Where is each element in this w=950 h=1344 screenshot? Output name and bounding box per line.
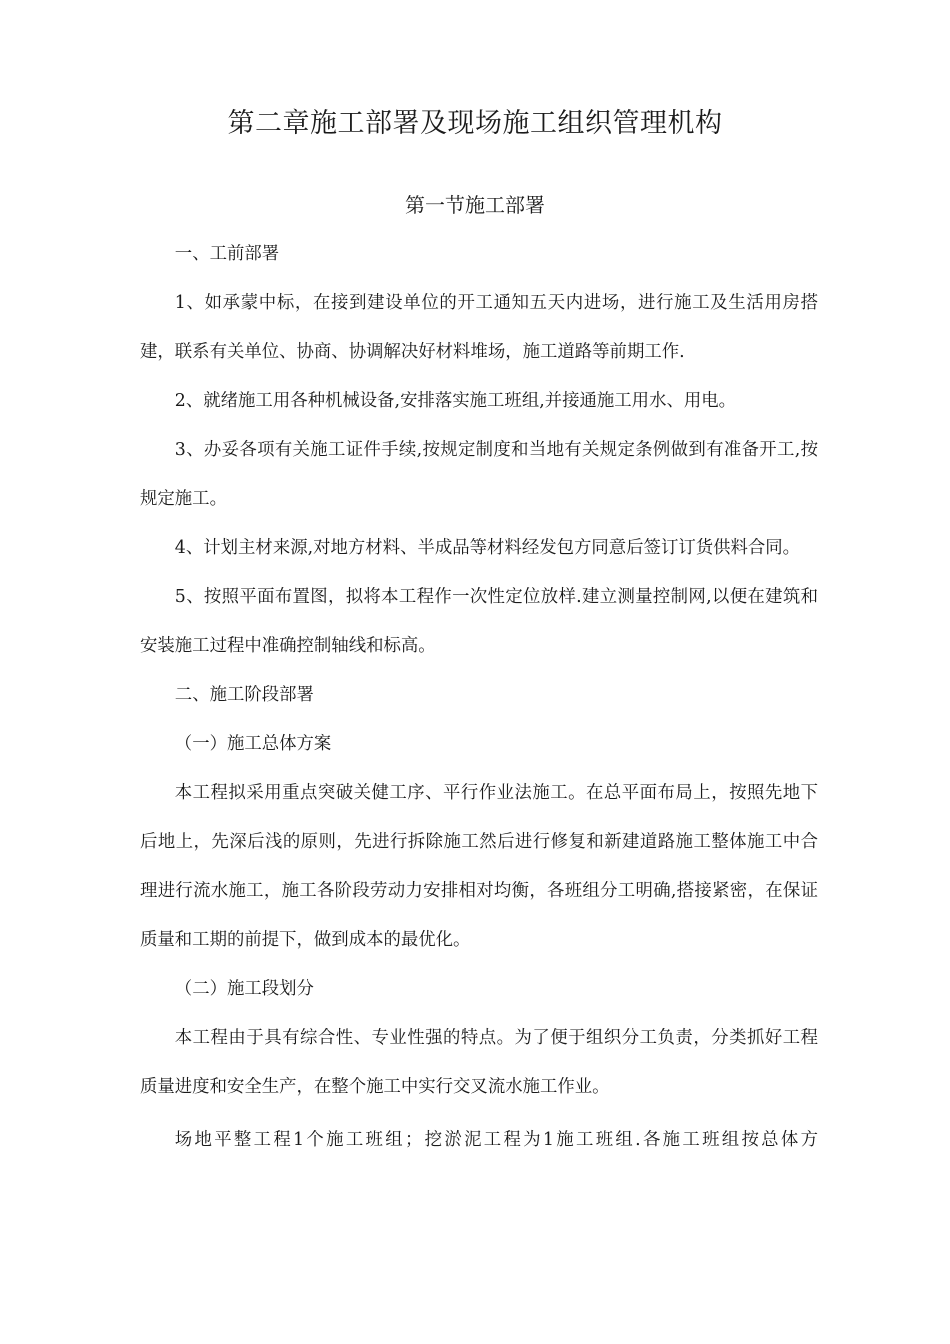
paragraph-item-2: 2、就绪施工用各种机械设备,安排落实施工班组,并接通施工用水、用电。: [174, 391, 737, 411]
paragraph-item-1: 1、如承蒙中标，在接到建设单位的开工通知五天内进场，进行施工及生活用房搭建，联系有关单位、协商、协调解决好材料堆场，施工道路等前期工作.: [140, 293, 818, 362]
heading-pre-construction: 一、工前部署: [174, 244, 280, 264]
paragraph-work-teams: 场地平整工程1个施工班组；挖淤泥工程为1施工班组.各施工班组按总体方: [174, 1130, 818, 1150]
paragraph-item-5: 5、按照平面布置图，拟将本工程作一次性定位放样.建立测量控制网,以便在建筑和安装施工过程中准确控制轴线和标高。: [140, 587, 818, 656]
paragraph-item-4: 4、计划主材来源,对地方材料、半成品等材料经发包方同意后签订订货供料合同。: [174, 538, 801, 558]
paragraph-item-3: 3、办妥各项有关施工证件手续,按规定制度和当地有关规定条例做到有准备开工,按规定施工。: [140, 440, 818, 509]
chapter-title: 第二章施工部署及现场施工组织管理机构: [227, 108, 723, 139]
heading-construction-phase: 二、施工阶段部署: [174, 685, 314, 705]
paragraph-overall-plan: 本工程拟采用重点突破关健工序、平行作业法施工。在总平面布局上，按照先地下后地上，先深后浅的原则，先进行拆除施工然后进行修复和新建道路施工整体施工中合理进行流水施工，施工各阶段劳动力安排相对均衡，各班组分工明确,搭接紧密，在保证质量和工期的前提下，做到成本的最优化。: [140, 783, 818, 950]
subheading-segment-division: （二）施工段划分: [174, 979, 314, 999]
document-body: [140, 230, 818, 1165]
subheading-overall-plan: （一）施工总体方案: [174, 734, 332, 754]
paragraph-segment-division: 本工程由于具有综合性、专业性强的特点。为了便于组织分工负责，分类抓好工程质量进度和安全生产，在整个施工中实行交叉流水施工作业。: [140, 1028, 818, 1097]
section-title: 第一节施工部署: [405, 193, 545, 217]
